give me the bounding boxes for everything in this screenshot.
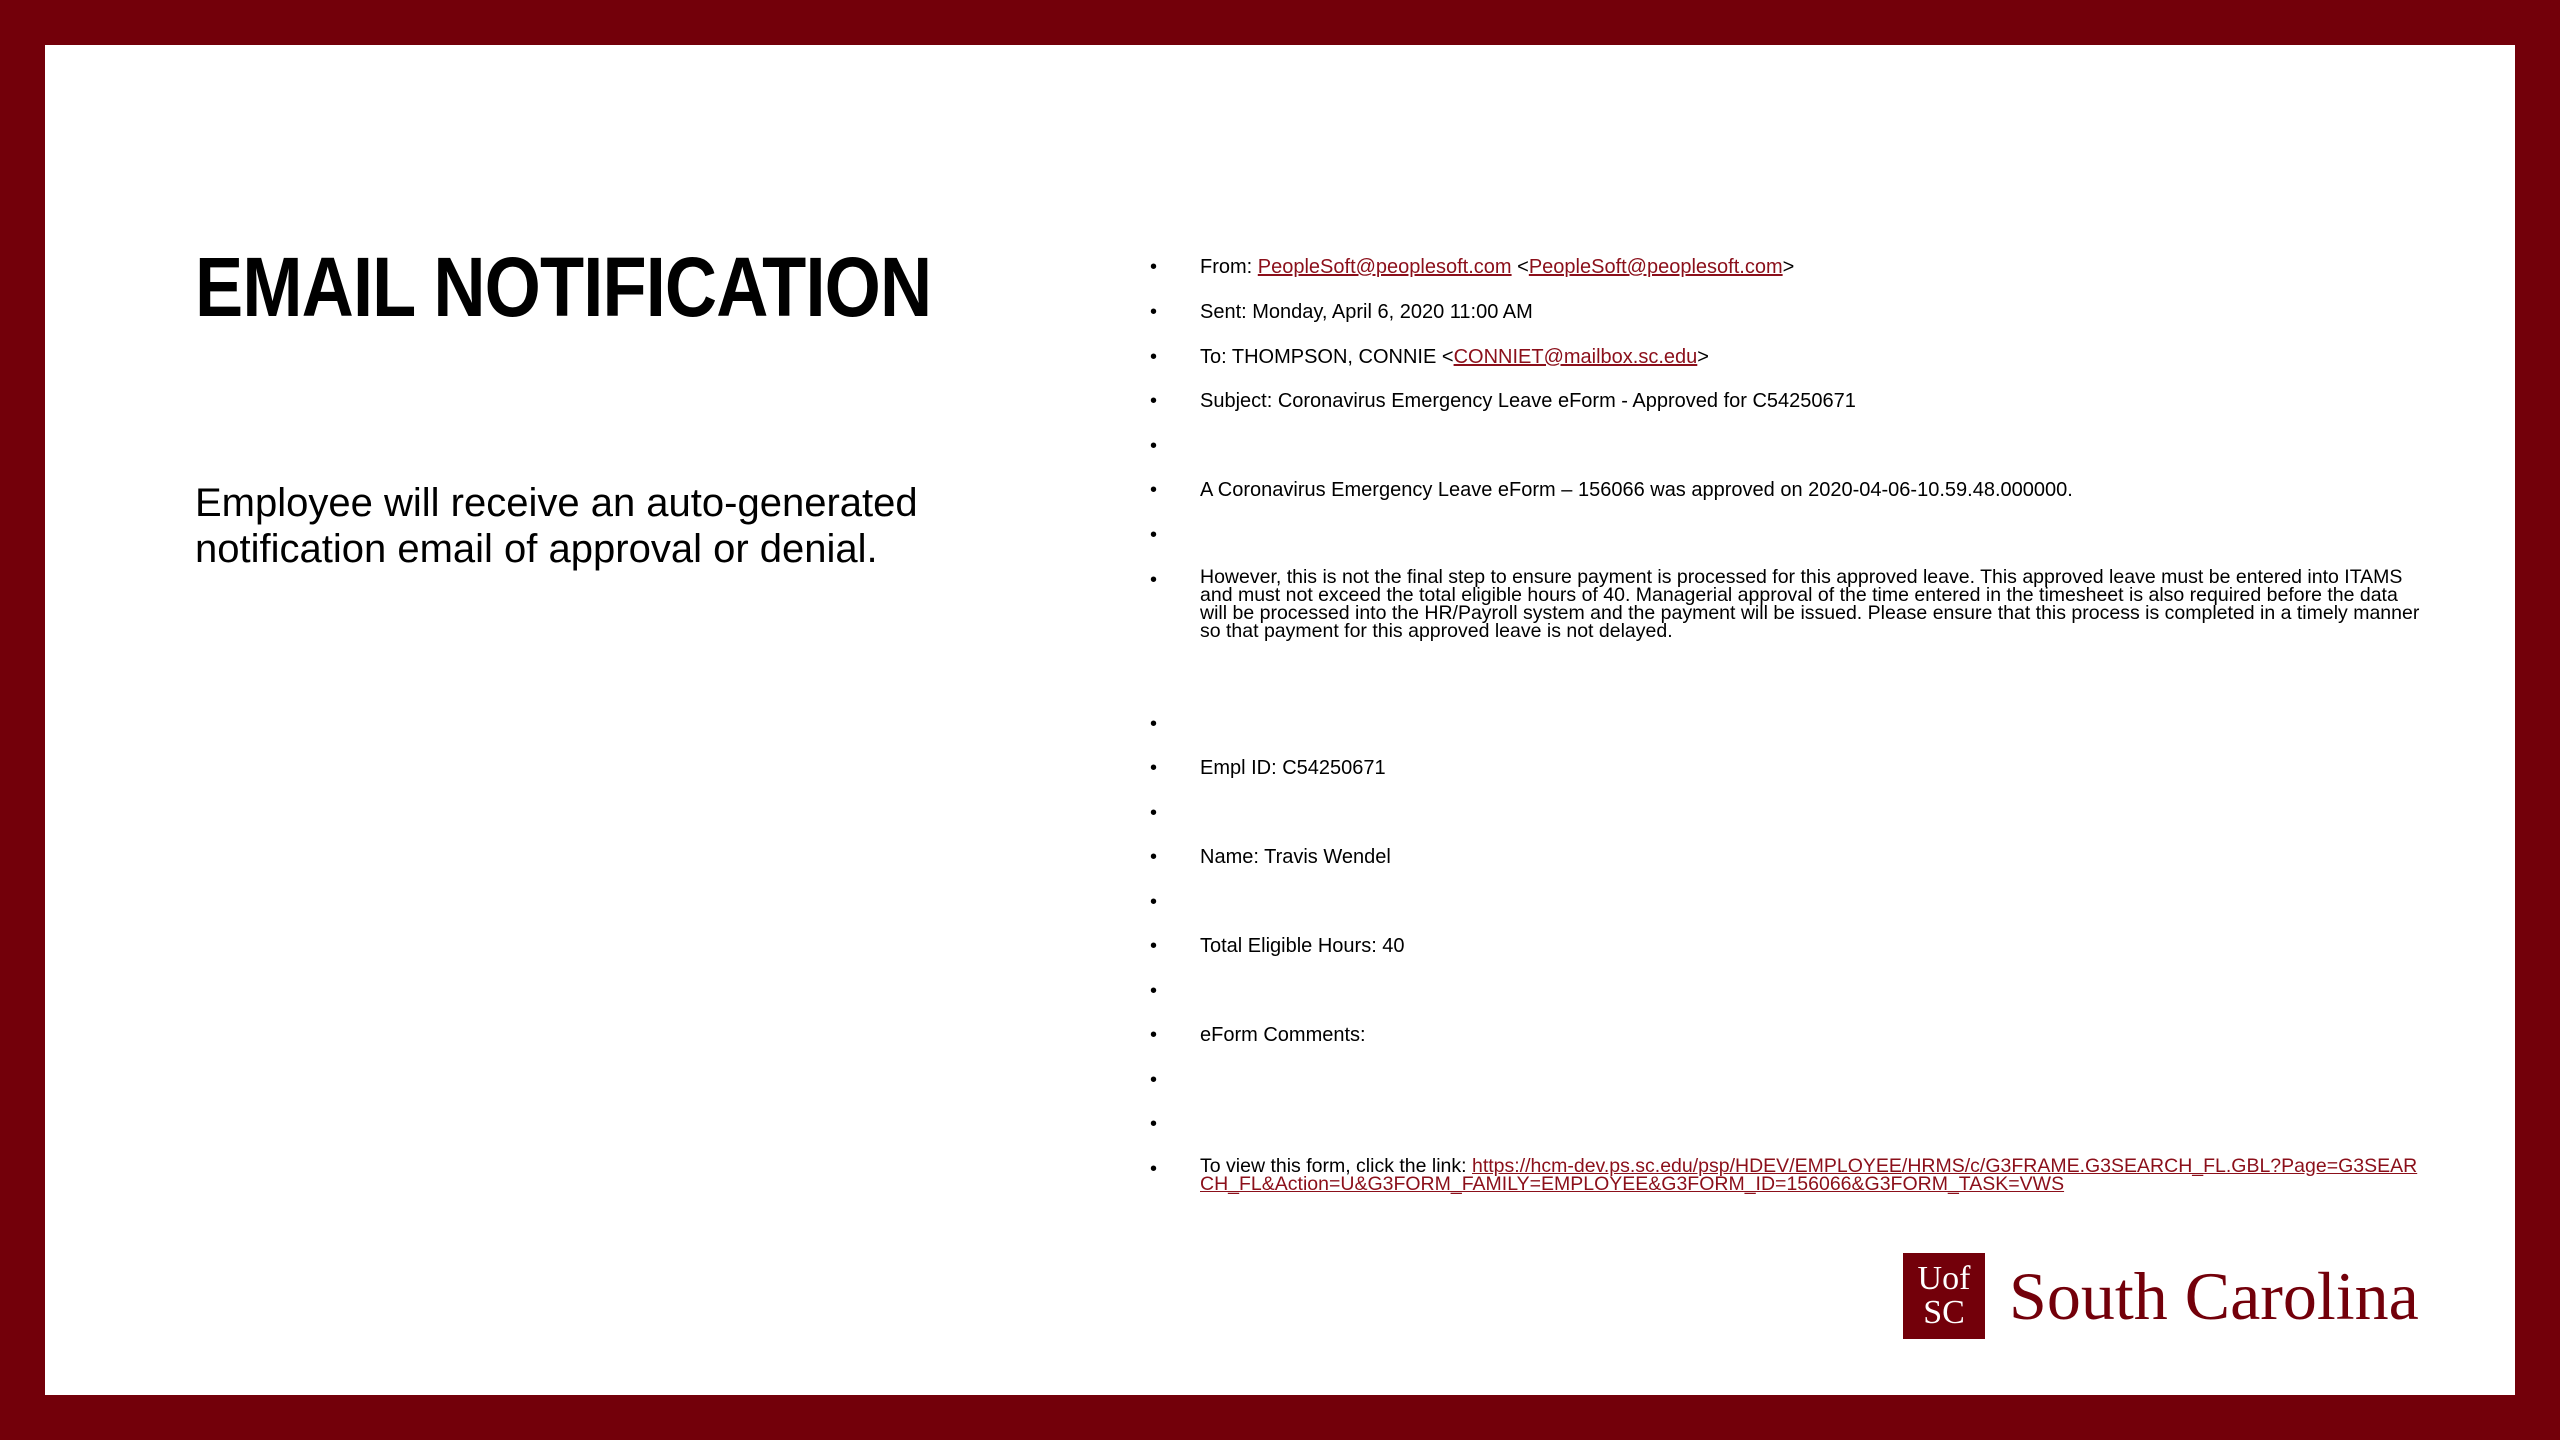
- however-paragraph: However, this is not the final step to ensure payment is processed for this approved leave. This approved leave must be entered into ITAMS and must not exceed the total eligible hours of 40. Managerial approval of the time entered in the timesheet is also required before the data will be processed into the HR/Payroll system and the payment will be issued. Please ensure that this process is completed in a timely manner so that payment for this approved leave is not delayed.: [1200, 566, 2420, 642]
- approved-line: A Coronavirus Emergency Leave eForm – 156066 was approved on 2020-04-06-10.59.48.000000.: [1200, 479, 2073, 501]
- hours-line: Total Eligible Hours: 40: [1200, 935, 1405, 957]
- bullet: •: [1150, 980, 1158, 1002]
- comments-line: eForm Comments:: [1200, 1024, 1366, 1046]
- bullet: •: [1150, 1069, 1158, 1091]
- bullet: •: [1150, 479, 1158, 501]
- subtitle: Employee will receive an auto-generated notification email of approval or denial.: [195, 481, 918, 571]
- bullet: •: [1150, 569, 1158, 591]
- view-label: To view this form, click the link:: [1200, 1155, 1472, 1177]
- usc-logo: [1903, 1253, 2419, 1339]
- name-line: Name: Travis Wendel: [1200, 846, 1391, 868]
- bullet: •: [1150, 1024, 1158, 1046]
- logo-mark-top: Uof: [1917, 1260, 1971, 1297]
- sent-line: Sent: Monday, April 6, 2020 11:00 AM: [1200, 301, 1533, 323]
- bullet: •: [1150, 1158, 1158, 1180]
- bullet: •: [1150, 390, 1158, 412]
- bullet: •: [1150, 1113, 1158, 1135]
- to-label: To: THOMPSON, CONNIE <: [1200, 346, 1454, 368]
- logo-mark: [1903, 1253, 1985, 1339]
- bullet: •: [1150, 846, 1158, 868]
- bullet: •: [1150, 301, 1158, 323]
- bullet: •: [1150, 256, 1158, 278]
- to-line: [1200, 345, 2430, 369]
- bullet: •: [1150, 713, 1158, 735]
- bullet: •: [1150, 757, 1158, 779]
- to-address-link[interactable]: CONNIET@mailbox.sc.edu: [1453, 346, 1698, 368]
- to-gt: >: [1697, 346, 1709, 368]
- subject-line: Subject: Coronavirus Emergency Leave eForm - Approved for C54250671: [1200, 390, 1856, 412]
- from-gt: >: [1782, 256, 1795, 278]
- logo-text: South Carolina: [2009, 1257, 2419, 1334]
- bullet: •: [1150, 935, 1158, 957]
- bullet: •: [1150, 891, 1158, 913]
- empl-id-line: Empl ID: C54250671: [1200, 757, 1386, 779]
- view-form-line: [1200, 1157, 2430, 1193]
- bullet: •: [1150, 346, 1158, 368]
- logo-mark-bottom: SC: [1923, 1294, 1965, 1331]
- page-title: EMAIL NOTIFICATION: [195, 240, 932, 334]
- from-line: [1200, 255, 2430, 279]
- bullet: •: [1150, 435, 1158, 457]
- from-address-link-2[interactable]: PeopleSoft@peoplesoft.com: [1528, 256, 1783, 278]
- from-lt: <: [1511, 256, 1529, 278]
- bullet: •: [1150, 802, 1158, 824]
- from-label: From:: [1200, 256, 1258, 278]
- slide: [45, 45, 2515, 1395]
- from-address-link[interactable]: PeopleSoft@peoplesoft.com: [1257, 256, 1512, 278]
- view-form-link[interactable]: https://hcm-dev.ps.sc.edu/psp/HDEV/EMPLOYEE/HRMS/c/G3FRAME.G3SEARCH_FL.GBL?Page=G3SEARCH_FL&Action=U&G3FORM_FAMILY=EMPLOYEE&G3FORM_ID=156066&G3FORM_TASK=VWS: [1200, 1155, 2418, 1195]
- bullet: •: [1150, 524, 1158, 546]
